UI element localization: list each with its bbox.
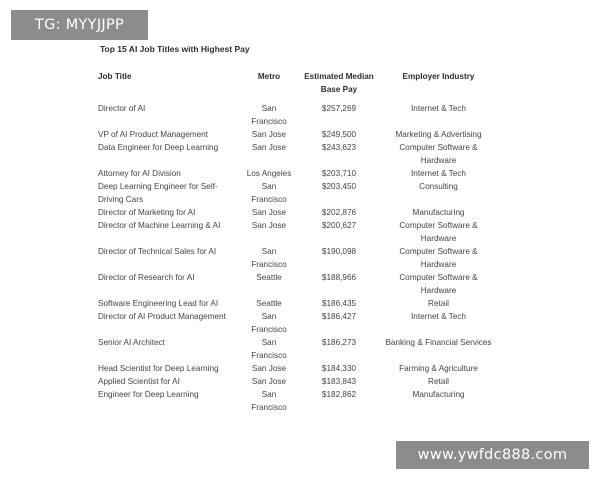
industry-cell: Computer Software & Hardware (399, 143, 478, 165)
table-row (96, 245, 496, 271)
metro-cell: San Francisco (251, 312, 287, 334)
table-row (96, 271, 496, 297)
industry-cell: Manufacturing (412, 208, 465, 217)
median-pay-cell: $249,500 (321, 130, 357, 139)
metro-cell: San Jose (251, 130, 287, 139)
table-header-row (96, 70, 496, 102)
median-pay-cell: $190,098 (321, 247, 357, 256)
industry-cell: Computer Software & Hardware (399, 273, 478, 295)
industry-cell: Computer Software & Hardware (399, 247, 478, 269)
median-pay-cell: $203,710 (321, 169, 357, 178)
industry-cell: Marketing & Advertising (395, 130, 482, 139)
metro-cell: San Francisco (251, 247, 287, 269)
metro-cell: Los Angeles (246, 169, 292, 178)
job-title-cell: Director of Machine Learning & AI (98, 221, 221, 230)
median-pay-cell: $188,966 (321, 273, 357, 282)
table-row (96, 102, 496, 128)
job-title-cell: Director of AI (98, 104, 146, 113)
job-title-cell: Attorney for AI Division (98, 169, 181, 178)
metro-cell: San Francisco (251, 182, 287, 204)
job-title-cell: Deep Learning Engineer for Self-Driving Cars (98, 182, 218, 204)
job-title-cell: Director of Marketing for AI (98, 208, 196, 217)
table-row (96, 375, 496, 388)
industry-cell: Consulting (419, 182, 458, 191)
column-header-metro: Metro (257, 72, 281, 81)
median-pay-cell: $203,450 (321, 182, 357, 191)
table-row (96, 336, 496, 362)
watermark-telegram: TG: MYYJJPP (11, 10, 148, 40)
table-title: Top 15 AI Job Titles with Highest Pay (100, 44, 250, 54)
median-pay-cell: $184,330 (321, 364, 357, 373)
industry-cell: Internet & Tech (411, 104, 466, 113)
metro-cell: San Jose (251, 364, 287, 373)
column-header-industry: Employer Industry (402, 72, 475, 81)
median-pay-cell: $200,627 (321, 221, 357, 230)
median-pay-cell: $186,273 (321, 338, 357, 347)
median-pay-cell: $257,269 (321, 104, 357, 113)
industry-cell: Farming & Agriculture (399, 364, 478, 373)
metro-cell: Seattle (256, 299, 282, 308)
median-pay-cell: $186,435 (321, 299, 357, 308)
job-title-cell: Software Engineering Lead for AI (98, 299, 219, 308)
median-pay-cell: $183,843 (321, 377, 357, 386)
table-row (96, 167, 496, 180)
table-row (96, 128, 496, 141)
table-row (96, 388, 496, 414)
industry-cell: Internet & Tech (411, 312, 466, 321)
job-title-cell: Director of Technical Sales for AI (98, 247, 217, 256)
industry-cell: Manufacturing (412, 390, 465, 399)
metro-cell: San Francisco (251, 104, 287, 126)
table-row (96, 362, 496, 375)
industry-cell: Retail (428, 377, 449, 386)
job-title-cell: Data Engineer for Deep Learning (98, 143, 219, 152)
metro-cell: San Jose (251, 143, 287, 152)
table-row (96, 310, 496, 336)
median-pay-cell: $186,427 (321, 312, 357, 321)
table-row (96, 219, 496, 245)
watermark-url: www.ywfdc888.com (396, 441, 589, 469)
table-row (96, 180, 496, 206)
industry-cell: Computer Software & Hardware (399, 221, 478, 243)
median-pay-cell: $243,623 (321, 143, 357, 152)
metro-cell: San Jose (251, 208, 287, 217)
column-header-job-title: Job Title (98, 72, 132, 81)
metro-cell: San Francisco (251, 338, 287, 360)
industry-cell: Banking & Financial Services (385, 338, 492, 347)
industry-cell: Internet & Tech (411, 169, 466, 178)
industry-cell: Retail (428, 299, 449, 308)
job-title-cell: Engineer for Deep Learning (98, 390, 199, 399)
job-title-cell: Director of Research for AI (98, 273, 195, 282)
metro-cell: San Francisco (251, 390, 287, 412)
median-pay-cell: $182,862 (321, 390, 357, 399)
job-title-cell: Director of AI Product Management (98, 312, 226, 321)
table-row (96, 206, 496, 219)
table-row (96, 297, 496, 310)
metro-cell: San Jose (251, 221, 287, 230)
metro-cell: Seattle (256, 273, 282, 282)
metro-cell: San Jose (251, 377, 287, 386)
job-title-cell: Senior AI Architect (98, 338, 165, 347)
job-title-cell: VP of AI Product Management (98, 130, 208, 139)
column-header-median-pay: Estimated Median Base Pay (304, 72, 374, 94)
job-title-cell: Applied Scientist for AI (98, 377, 180, 386)
job-title-cell: Head Scientist for Deep Learning (98, 364, 219, 373)
job-titles-table (96, 70, 496, 414)
table-body (96, 102, 496, 414)
median-pay-cell: $202,876 (321, 208, 357, 217)
table-row (96, 141, 496, 167)
